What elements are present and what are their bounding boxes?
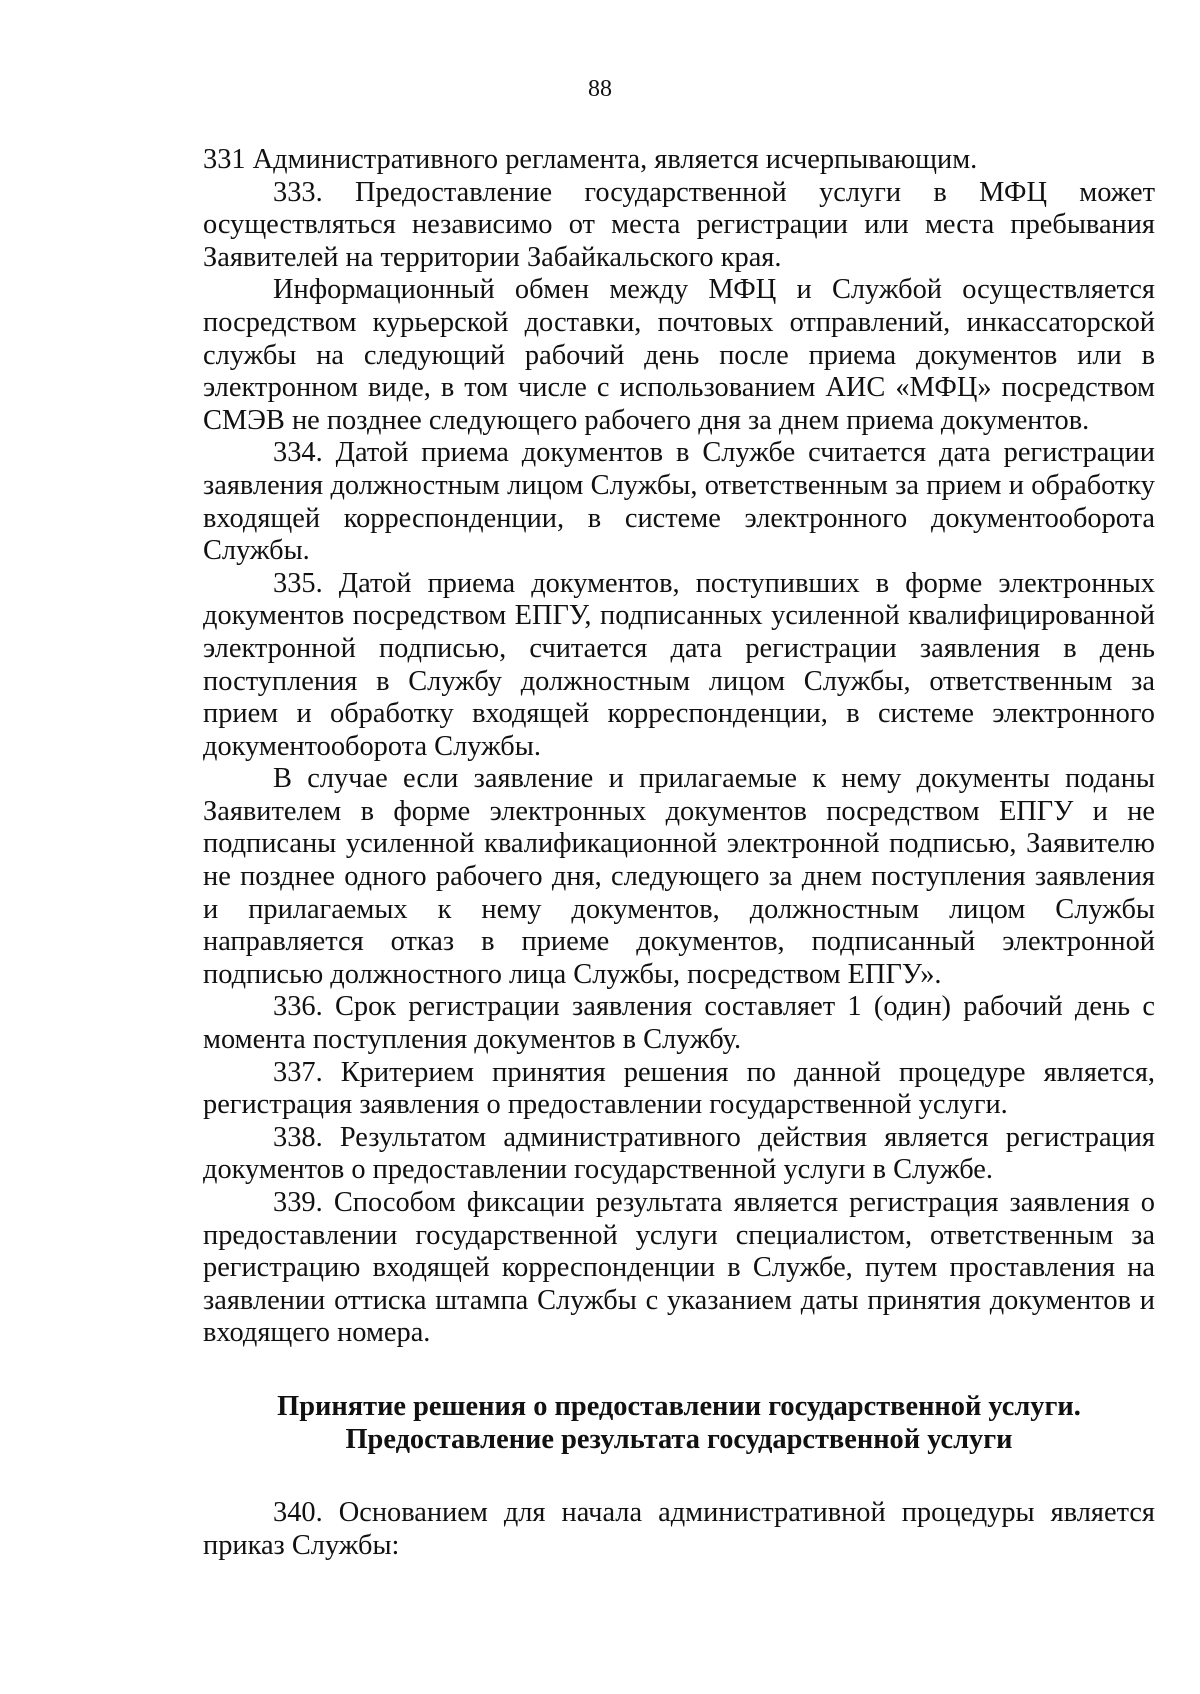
paragraph-339: 339. Способом фиксации результата является регистрация заявления о предоставлении государственной услуги специалистом, ответственным за регистрацию входящей корреспонденции в Службе, путем проставления на заявлении оттиска штампа Службы с указанием даты принятия документов и входящего номера. <box>203 1187 1155 1349</box>
paragraph-334: 334. Датой приема документов в Службе считается дата регистрации заявления должностным лицом Службы, ответственным за прием и обработку входящей корреспонденции, в системе электронного документооборота Службы. <box>203 437 1155 567</box>
section-heading-line-1: Принятие решения о предоставлении государственной услуги. <box>277 1390 1081 1422</box>
page-number: 88 <box>588 76 612 102</box>
paragraph-331-continuation: 331 Административного регламента, является исчерпывающим. <box>203 144 978 175</box>
paragraph-336: 336. Срок регистрации заявления составляет 1 (один) рабочий день с момента поступления документов в Службу. <box>203 991 1155 1056</box>
paragraph-338: 338. Результатом административного действия является регистрация документов о предоставлении государственной услуги в Службе. <box>203 1121 1155 1186</box>
paragraph-epgu-case: В случае если заявление и прилагаемые к нему документы поданы Заявителем в форме электронных документов посредством ЕПГУ и не подписаны усиленной квалификационной электронной подписью, Заявителю не позднее одного рабочего дня, следующего за днем поступления заявления и прилагаемых к нему документов, должностным лицом Службы направляется отказ в приеме документов, подписанный электронной подписью должностного лица Службы, посредством ЕПГУ». <box>203 763 1155 990</box>
paragraph-337: 337. Критерием принятия решения по данной процедуре является, регистрация заявления о предоставлении государственной услуги. <box>203 1056 1155 1121</box>
section-heading <box>203 1391 1155 1456</box>
paragraph-information-exchange: Информационный обмен между МФЦ и Службой осуществляется посредством курьерской доставки, почтовых отправлений, инкассаторской службы на следующий рабочий день после приема документов или в электронном виде, в том числе с использованием АИС «МФЦ» посредством СМЭВ не позднее следующего рабочего дня за днем приема документов. <box>203 274 1155 436</box>
paragraph-335: 335. Датой приема документов, поступивших в форме электронных документов посредством ЕПГУ, подписанных усиленной квалифицированной электронной подписью, считается дата регистрации заявления в день поступления в Службу должностным лицом Службы, ответственным за прием и обработку входящей корреспонденции, в системе электронного документооборота Службы. <box>203 567 1155 762</box>
document-body <box>203 144 1155 1562</box>
paragraph-333: 333. Предоставление государственной услуги в МФЦ может осуществляться независимо от места регистрации или места пребывания Заявителей на территории Забайкальского края. <box>203 176 1155 273</box>
paragraph-340: 340. Основанием для начала административной процедуры является приказ Службы: <box>203 1497 1155 1561</box>
section-heading-line-2: Предоставление результата государственной услуги <box>345 1423 1013 1455</box>
